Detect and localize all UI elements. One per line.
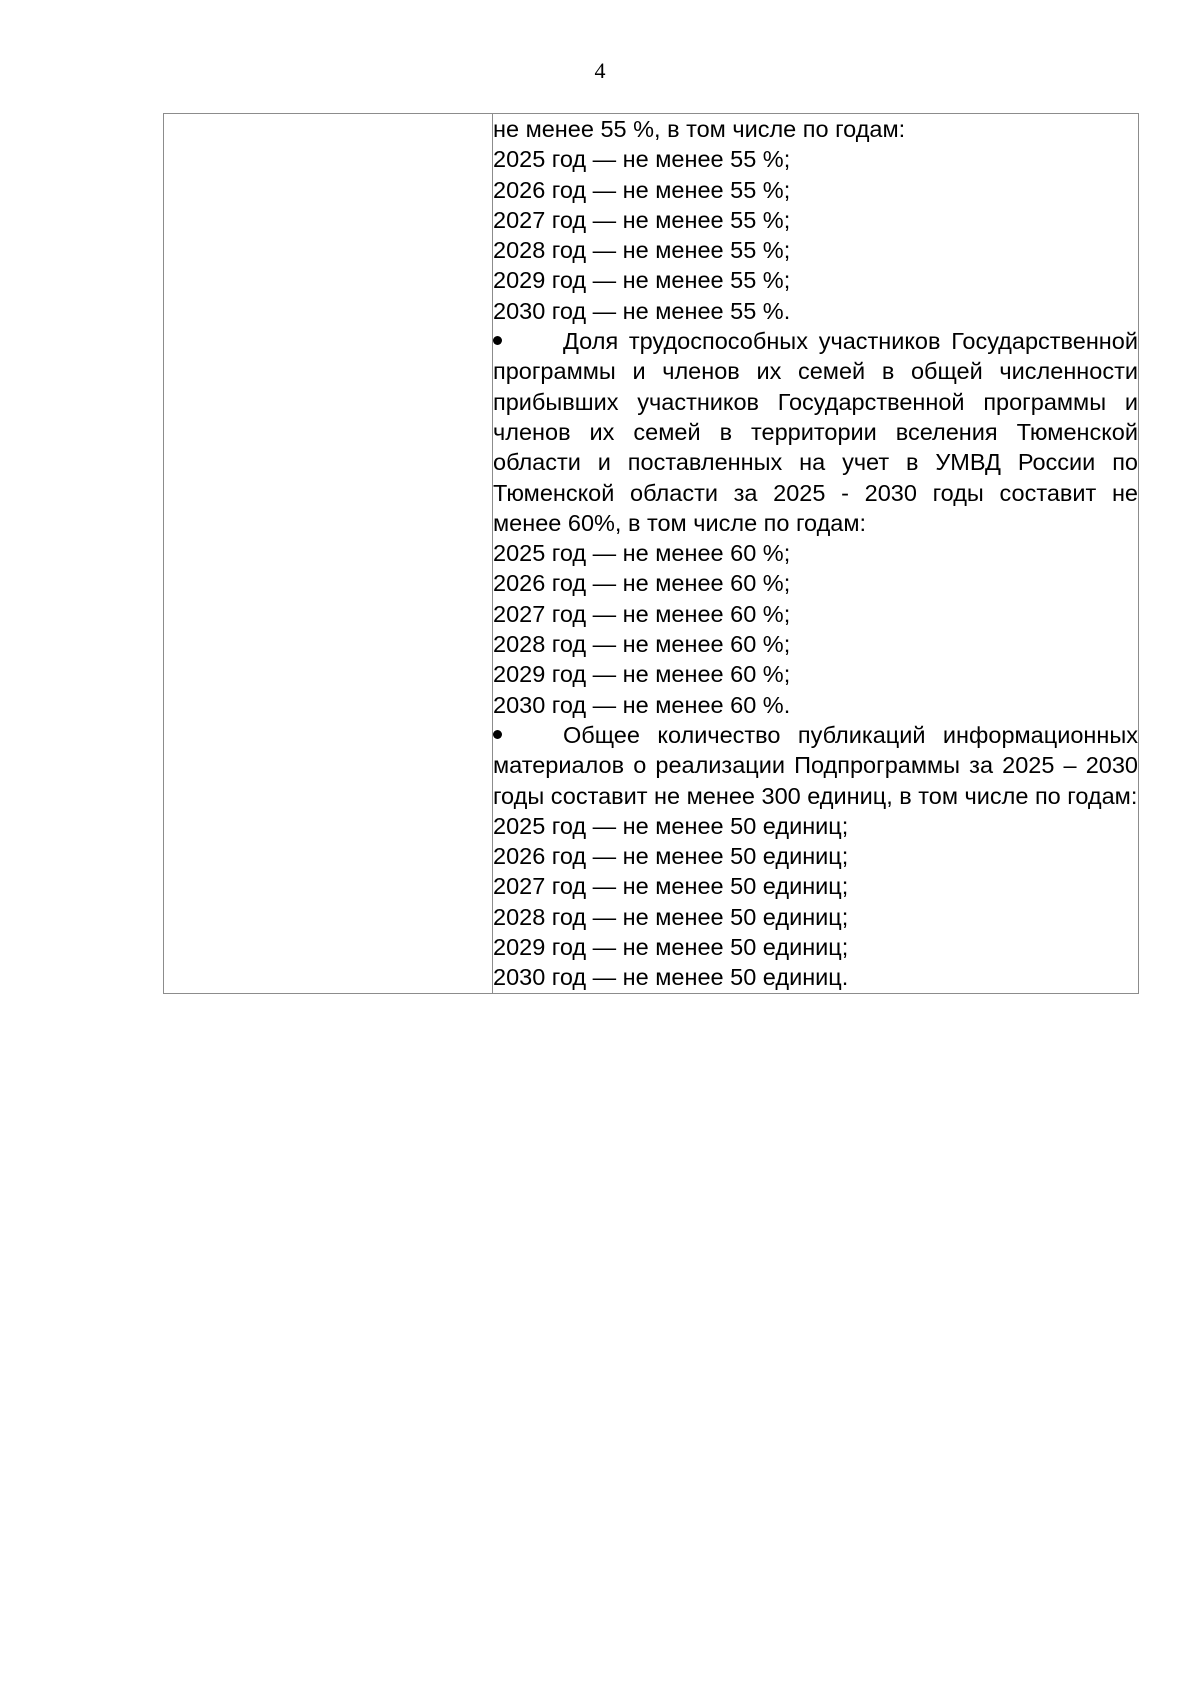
- paragraph-text: Общее количество публикаций информационных материалов о реализации Подпрограммы за 2025 – 2030 годы составит не менее 300 единиц, в том числе по годам:: [493, 721, 1138, 809]
- paragraph-text: Доля трудоспособных участников Государственной программы и членов их семей в общей численности прибывших участников Государственной программы и членов их семей в территории вселения Тюменской области и поставленных на учет в УМВД России по Тюменской области за 2025 - 2030 годы составит не менее 60%, в том числе по годам:: [493, 328, 1138, 536]
- list-item: 2029 год — не менее 55 %;: [493, 267, 791, 294]
- bullet-dot-icon: [493, 326, 563, 356]
- list-item: 2027 год — не менее 55 %;: [493, 206, 791, 233]
- bullet-paragraph-able-bodied-share: [493, 326, 1138, 538]
- list-item: 2030 год — не менее 50 единиц.: [493, 964, 849, 991]
- list-item: 2027 год — не менее 50 единиц;: [493, 873, 849, 900]
- intro-line: не менее 55 %, в том числе по годам:: [493, 116, 906, 142]
- list-item: 2029 год — не менее 50 единиц;: [493, 934, 849, 961]
- bullet-paragraph-publications: [493, 720, 1138, 811]
- year-list-55: [493, 144, 1138, 326]
- list-item: 2029 год — не менее 60 %;: [493, 661, 791, 688]
- list-item: 2028 год — не менее 50 единиц;: [493, 903, 849, 930]
- list-item: 2025 год — не менее 50 единиц;: [493, 812, 849, 839]
- year-list-60: [493, 538, 1138, 720]
- list-item: 2030 год — не менее 55 %.: [493, 297, 791, 324]
- list-item: 2028 год — не менее 55 %;: [493, 237, 791, 264]
- list-item: 2025 год — не менее 55 %;: [493, 146, 791, 173]
- bullet-dot-icon: [493, 720, 563, 750]
- list-item: 2030 год — не менее 60 %.: [493, 691, 791, 718]
- table-cell-right: [493, 114, 1139, 994]
- list-item: 2027 год — не менее 60 %;: [493, 600, 791, 627]
- table-cell-left: [164, 114, 493, 994]
- list-item: 2025 год — не менее 60 %;: [493, 540, 791, 567]
- indicators-table: [163, 113, 1139, 994]
- list-item: 2028 год — не менее 60 %;: [493, 631, 791, 658]
- list-item: 2026 год — не менее 60 %;: [493, 570, 791, 597]
- table-row: [164, 114, 1139, 994]
- list-item: 2026 год — не менее 55 %;: [493, 176, 791, 203]
- page-number: 4: [594, 58, 606, 83]
- list-item: 2026 год — не менее 50 единиц;: [493, 843, 849, 870]
- year-list-50-units: [493, 811, 1138, 993]
